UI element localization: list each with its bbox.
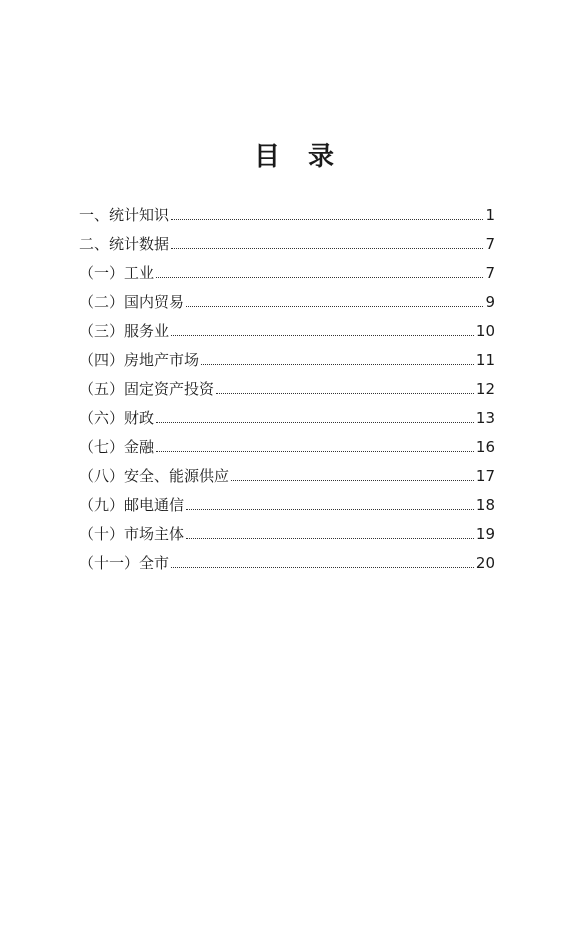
toc-entry-page: 9 xyxy=(485,293,495,311)
toc-entry-label: （五）固定资产投资 xyxy=(79,380,215,398)
toc-entry[interactable] xyxy=(79,406,495,428)
toc-entry-label: （十）市场主体 xyxy=(79,525,185,543)
toc-entry-page: 12 xyxy=(475,380,495,398)
toc-entry-page: 1 xyxy=(485,206,495,224)
toc-dot-leader xyxy=(156,421,474,423)
toc-entry-page: 19 xyxy=(475,525,495,543)
toc-dot-leader xyxy=(171,334,474,336)
toc-dot-leader xyxy=(201,363,474,365)
toc-dot-leader xyxy=(156,450,474,452)
toc-entry-page: 7 xyxy=(485,235,495,253)
toc-entry-label: （二）国内贸易 xyxy=(79,293,185,311)
toc-entry[interactable] xyxy=(79,377,495,399)
toc-dot-leader xyxy=(186,537,474,539)
toc-entry-label: （八）安全、能源供应 xyxy=(79,467,230,485)
toc-entry[interactable] xyxy=(79,551,495,573)
toc-entry-page: 11 xyxy=(475,351,495,369)
toc-entry-page: 20 xyxy=(475,554,495,572)
toc-entry-label: （十一）全市 xyxy=(79,554,170,572)
toc-dot-leader xyxy=(171,247,483,249)
toc-entry-page: 16 xyxy=(475,438,495,456)
toc-dot-leader xyxy=(156,276,483,278)
toc-entry-label: （六）财政 xyxy=(79,409,155,427)
toc-dot-leader xyxy=(186,305,483,307)
toc-entry[interactable] xyxy=(79,290,495,312)
toc-entry[interactable] xyxy=(79,203,495,225)
toc-dot-leader xyxy=(171,566,474,568)
toc-entry-label: （四）房地产市场 xyxy=(79,351,200,369)
toc-entry-page: 10 xyxy=(475,322,495,340)
toc-entry-page: 13 xyxy=(475,409,495,427)
toc-entry[interactable] xyxy=(79,261,495,283)
toc-entry[interactable] xyxy=(79,464,495,486)
toc-entry-label: （三）服务业 xyxy=(79,322,170,340)
toc-entry-label: （一）工业 xyxy=(79,264,155,282)
toc-entry[interactable] xyxy=(79,319,495,341)
toc-entry-page: 17 xyxy=(475,467,495,485)
toc-dot-leader xyxy=(231,479,474,481)
toc-entry-label: （七）金融 xyxy=(79,438,155,456)
toc-dot-leader xyxy=(171,218,483,220)
toc-entry[interactable] xyxy=(79,522,495,544)
toc-entry-label: （九）邮电通信 xyxy=(79,496,185,514)
toc-entry[interactable] xyxy=(79,232,495,254)
toc-entry-page: 18 xyxy=(475,496,495,514)
toc-entry-label: 一、统计知识 xyxy=(79,206,170,224)
toc-entry-label: 二、统计数据 xyxy=(79,235,170,253)
toc-entry-page: 7 xyxy=(485,264,495,282)
page-title xyxy=(0,140,588,174)
toc-entry[interactable] xyxy=(79,348,495,370)
toc-entry[interactable] xyxy=(79,493,495,515)
toc-dot-leader xyxy=(186,508,474,510)
title-char-2: 录 xyxy=(308,142,335,172)
toc-entry[interactable] xyxy=(79,435,495,457)
title-char-1: 目 xyxy=(253,142,280,172)
toc-dot-leader xyxy=(216,392,474,394)
